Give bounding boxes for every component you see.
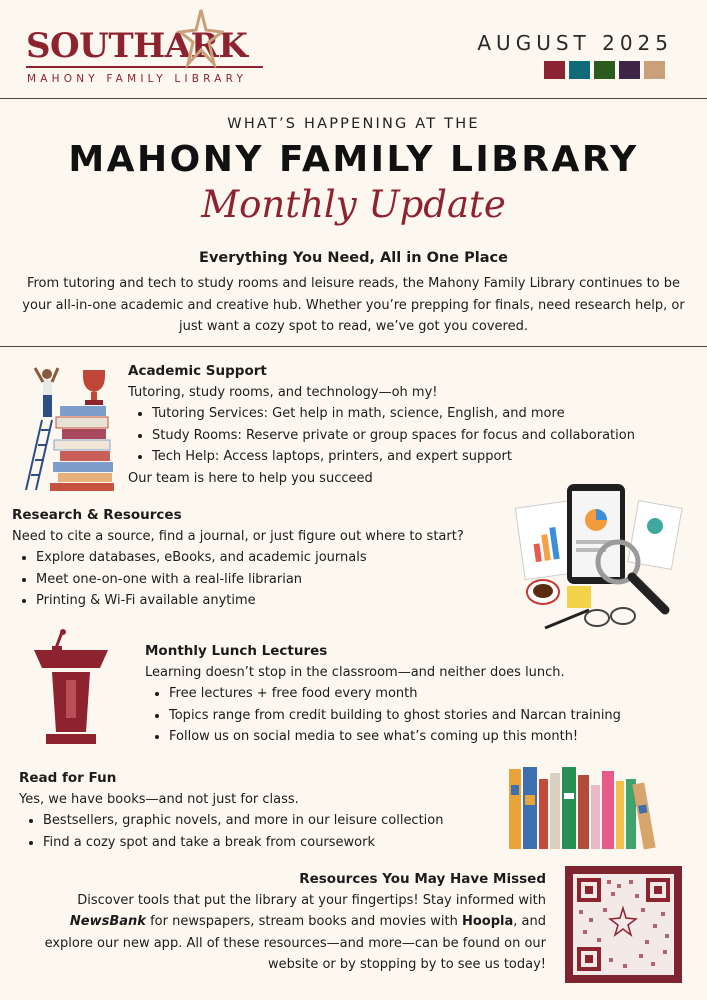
ladder-books-trophy-icon (20, 360, 120, 492)
read-for-fun-section (19, 768, 499, 853)
qr-code[interactable] (565, 866, 682, 983)
logo-divider (26, 66, 263, 68)
list-item: • Tutoring Services: Get help in math, science, English, and more (152, 403, 703, 424)
swatch (594, 61, 615, 79)
list-item: • Study Rooms: Reserve private or group spaces for focus and collaboration (152, 425, 703, 446)
newsbank-link[interactable]: NewsBank (69, 914, 146, 930)
text-segment: for newspapers, stream books and movies with (145, 914, 462, 930)
resources-missed-section (22, 869, 546, 976)
section-heading: Academic Support (128, 363, 267, 379)
issue-month: AUGUST 2025 (477, 31, 673, 55)
intro-paragraph: From tutoring and tech to study rooms and leisure reads, the Mahony Family Library continues to be your all-in-one academic and creative hub. Whether you’re prepping for finals, need research help, or just want a cozy spot to read, we’ve got you covered. (22, 276, 685, 334)
hoopla-link[interactable]: Hoopla (461, 914, 514, 930)
research-documents-icon (515, 482, 685, 634)
bullet-list (145, 683, 700, 747)
header-rule (0, 98, 707, 99)
list-item: • Explore databases, eBooks, and academic journals (36, 547, 512, 568)
color-swatches (544, 61, 665, 79)
subheading: Everything You Need, All in One Place (199, 250, 508, 266)
swatch (619, 61, 640, 79)
research-section (12, 505, 512, 612)
section-heading: Research & Resources (12, 507, 182, 523)
list-item: • Printing & Wi-Fi available anytime (36, 590, 512, 611)
academic-support-section (128, 361, 703, 489)
qr-pattern-icon (573, 874, 674, 975)
kicker: WHAT’S HAPPENING AT THE (227, 116, 480, 132)
section-lead: Need to cite a source, find a journal, or just figure out where to start? (12, 529, 464, 544)
section-lead: Tutoring, study rooms, and technology—oh my! (128, 385, 438, 400)
list-item: • Bestsellers, graphic novels, and more in our leisure collection (43, 810, 499, 831)
podium-icon (30, 628, 112, 748)
bullet-list (19, 810, 499, 853)
list-item: • Tech Help: Access laptops, printers, and expert support (152, 446, 703, 467)
books-row-icon (505, 765, 665, 851)
section-lead: Learning doesn’t stop in the classroom—and neither does lunch. (145, 665, 565, 680)
list-item: • Free lectures + free food every month (169, 683, 700, 704)
swatch (644, 61, 665, 79)
text-segment: Discover tools that put the library at your fingertips! Stay informed with (77, 893, 546, 908)
bullet-list (128, 403, 703, 467)
list-item: • Meet one-on-one with a real-life librarian (36, 569, 512, 590)
section-lead: Yes, we have books—and not just for class. (19, 792, 299, 807)
logo-wordmark: SOUTHARK (26, 26, 248, 66)
swatch (569, 61, 590, 79)
lunch-lectures-section (145, 641, 700, 748)
section-heading: Resources You May Have Missed (299, 871, 546, 887)
swatch (544, 61, 565, 79)
list-item: • Follow us on social media to see what’s coming up this month! (169, 726, 700, 747)
resources-paragraph (22, 890, 546, 976)
section-closing: Our team is here to help you succeed (128, 470, 373, 486)
script-subtitle: Monthly Update (201, 183, 506, 226)
logo-subtitle: MAHONY FAMILY LIBRARY (27, 73, 248, 85)
qr-code-body (573, 874, 674, 975)
section-heading: Monthly Lunch Lectures (145, 643, 328, 659)
star-logo-icon (174, 8, 224, 70)
list-item: • Find a cozy spot and take a break from coursework (43, 832, 499, 853)
bullet-list (12, 547, 512, 611)
section-rule (0, 346, 707, 347)
text-segment: , and explore our new app. All of these resources—and more—can be found on our website or by stopping by to see us today! (44, 914, 546, 973)
section-heading: Read for Fun (19, 770, 117, 786)
list-item: • Topics range from credit building to ghost stories and Narcan training (169, 705, 700, 726)
page-title: MAHONY FAMILY LIBRARY (68, 139, 639, 180)
